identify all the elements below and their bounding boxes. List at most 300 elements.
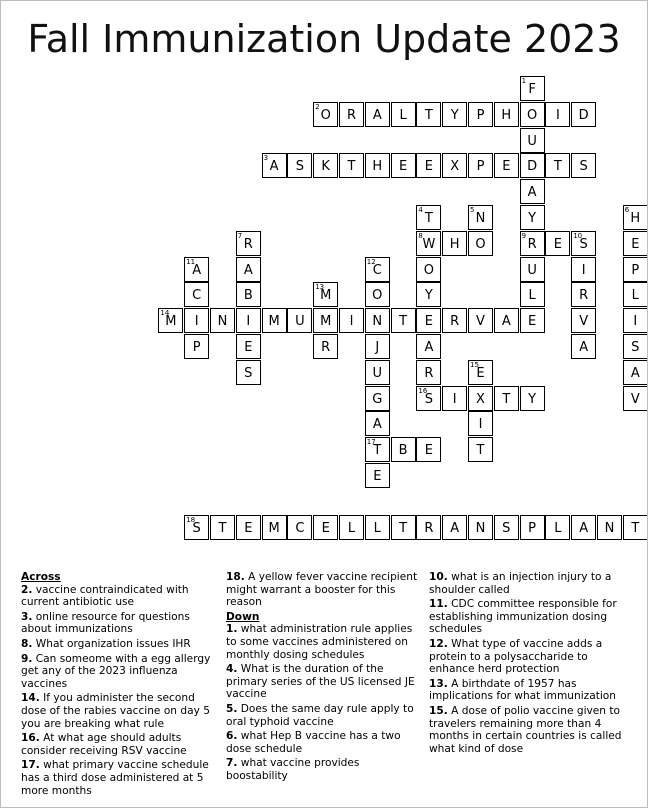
cell-letter: A [501, 314, 511, 330]
grid-cell[interactable] [571, 308, 596, 333]
grid-cell[interactable] [158, 308, 183, 333]
grid-cell[interactable] [468, 205, 493, 230]
cell-letter: K [321, 159, 330, 175]
cell-letter: E [244, 520, 253, 536]
cell-letter: B [243, 288, 253, 304]
cell-letter: N [604, 520, 615, 536]
grid-cell[interactable] [468, 102, 493, 127]
cell-letter: H [630, 211, 641, 226]
clue-text: CDC committee responsible for establishing immunization dosing schedules [429, 598, 617, 636]
clue-number: 18. [226, 571, 245, 583]
clue-item [429, 571, 629, 596]
cell-letter: S [192, 520, 201, 536]
across-clue-list [21, 584, 221, 798]
cell-letter: A [450, 520, 460, 536]
cell-letter: A [372, 107, 382, 123]
grid-cell[interactable] [520, 102, 545, 127]
clue-item [226, 663, 424, 701]
clue-column-1 [21, 571, 221, 799]
grid-cell[interactable] [623, 205, 648, 230]
cell-letter: L [347, 520, 356, 536]
grid-cell[interactable] [365, 257, 390, 282]
cell-letter: A [243, 262, 253, 278]
clue-number: 17 [366, 438, 376, 447]
clue-number: 3. [21, 610, 33, 623]
cell-letter: E [424, 314, 433, 330]
clue-number: 7. [226, 757, 238, 770]
grid-cell[interactable] [416, 102, 441, 127]
clue-number: 7 [237, 231, 243, 240]
cell-letter: T [399, 520, 408, 536]
grid-cell[interactable] [468, 386, 493, 411]
clue-item [21, 653, 221, 691]
clue-number: 5. [226, 702, 238, 715]
clue-item [21, 732, 221, 757]
grid-cell[interactable] [520, 282, 545, 307]
grid-cell[interactable] [313, 334, 338, 359]
cell-letter: S [631, 340, 640, 355]
clue-text: Can someome with a egg allergy get any of the 2023 influenza vaccines [21, 652, 211, 690]
grid-cell[interactable] [468, 437, 493, 462]
clue-number: 1. [226, 623, 238, 636]
grid-cell[interactable] [339, 308, 364, 333]
grid-cell[interactable] [545, 231, 570, 256]
cell-letter: O [372, 288, 383, 304]
cell-letter: Y [528, 211, 537, 226]
clue-text: If you administer the second dose of the rabies vaccine on day 5 you are breaking what rule [21, 692, 210, 730]
clue-text: What is the duration of the primary series of the US licensed JE vaccine [226, 663, 415, 701]
grid-cell[interactable] [520, 179, 545, 204]
clue-item [21, 759, 221, 797]
clue-text: vaccine contraindicated with current antibiotic use [21, 583, 189, 609]
cell-letter: D [527, 159, 538, 175]
grid-cell[interactable] [468, 231, 493, 256]
cell-letter: R [321, 340, 331, 355]
cell-letter: A [630, 365, 640, 381]
cell-letter: P [192, 340, 201, 355]
grid-cell[interactable] [597, 515, 622, 540]
grid-cell[interactable] [184, 334, 209, 359]
clue-text: What organization issues IHR [32, 637, 191, 650]
grid-cell[interactable] [571, 153, 596, 178]
cell-letter: A [424, 340, 434, 355]
grid-cell[interactable] [262, 515, 287, 540]
grid-cell[interactable] [365, 153, 390, 178]
clue-number: 10 [573, 231, 583, 240]
grid-cell[interactable] [236, 515, 261, 540]
grid-cell[interactable] [210, 308, 235, 333]
grid-cell[interactable] [365, 282, 390, 307]
cell-letter: M [268, 520, 280, 536]
clue-item [429, 598, 629, 636]
grid-cell[interactable] [416, 515, 441, 540]
grid-cell[interactable] [468, 411, 493, 436]
grid-cell[interactable] [623, 360, 648, 385]
grid-cell[interactable] [442, 102, 467, 127]
cell-letter: M [320, 288, 332, 304]
cell-letter: E [244, 340, 253, 355]
cell-letter: E [424, 443, 433, 459]
cell-letter: U [295, 314, 305, 330]
cell-letter: C [372, 262, 382, 278]
clue-item [21, 611, 221, 636]
cell-letter: R [450, 314, 460, 330]
cell-letter: U [527, 133, 537, 149]
cell-letter: P [528, 520, 537, 536]
clue-item [226, 623, 424, 661]
cell-letter: M [165, 314, 177, 330]
cell-letter: V [630, 391, 640, 407]
grid-cell[interactable] [313, 102, 338, 127]
down-clue-list-continued [429, 571, 629, 755]
cell-letter: L [399, 107, 407, 123]
cell-letter: T [373, 443, 382, 459]
clue-text: online resource for questions about immunizations [21, 610, 190, 636]
grid-cell[interactable] [313, 282, 338, 307]
grid-cell[interactable] [494, 102, 519, 127]
cell-letter: B [398, 443, 408, 459]
clue-text: what primary vaccine schedule has a third dose administered at 5 more months [21, 759, 209, 797]
grid-cell[interactable] [416, 205, 441, 230]
grid-cell[interactable] [571, 257, 596, 282]
grid-cell[interactable] [520, 76, 545, 101]
cell-letter: I [633, 314, 638, 330]
cell-letter: P [476, 107, 485, 123]
cell-letter: J [375, 340, 380, 355]
clue-number: 14 [160, 309, 170, 318]
grid-cell[interactable] [313, 515, 338, 540]
cell-letter: F [528, 82, 536, 97]
cell-letter: E [631, 236, 640, 252]
cell-letter: Y [450, 107, 459, 123]
clue-number: 9 [521, 231, 527, 240]
grid-cell[interactable] [236, 360, 261, 385]
grid-cell[interactable] [184, 308, 209, 333]
grid-cell[interactable] [416, 437, 441, 462]
cell-letter: H [501, 107, 512, 123]
grid-cell[interactable] [365, 102, 390, 127]
cell-letter: A [269, 159, 279, 175]
cell-letter: E [321, 520, 330, 536]
grid-cell[interactable] [623, 308, 648, 333]
clue-column-2 [226, 571, 424, 785]
cell-letter: C [192, 288, 202, 304]
clue-number: 18 [186, 515, 196, 524]
page-title: Fall Immunization Update 2023 [27, 17, 621, 61]
grid-cell[interactable] [365, 360, 390, 385]
cell-letter: S [295, 159, 305, 175]
cell-letter: L [554, 520, 562, 536]
grid-cell[interactable] [391, 437, 416, 462]
cell-letter: Y [424, 288, 433, 304]
cell-letter: N [217, 314, 228, 330]
cell-letter: E [476, 365, 485, 381]
across-clue-list-continued [226, 571, 424, 609]
cell-letter: E [527, 314, 537, 330]
grid-cell[interactable] [365, 437, 390, 462]
cell-letter: P [631, 262, 640, 278]
grid-cell[interactable] [468, 360, 493, 385]
grid-cell[interactable] [416, 334, 441, 359]
cell-letter: D [578, 107, 589, 123]
cell-letter: R [424, 520, 434, 536]
grid-cell[interactable] [520, 128, 545, 153]
cell-letter: R [424, 365, 434, 381]
cell-letter: T [631, 520, 640, 536]
clue-text: At what age should adults consider receiving RSV vaccine [21, 732, 187, 757]
clue-item [226, 757, 424, 782]
grid-cell[interactable] [571, 334, 596, 359]
grid-cell[interactable] [262, 153, 287, 178]
grid-cell[interactable] [494, 386, 519, 411]
grid-cell[interactable] [571, 102, 596, 127]
cell-letter: U [372, 365, 383, 381]
grid-cell[interactable] [545, 102, 570, 127]
grid-cell[interactable] [365, 386, 390, 411]
cell-letter: T [347, 159, 356, 175]
cell-letter: T [476, 443, 485, 459]
cell-letter: H [449, 236, 460, 252]
clue-number: 12. [429, 637, 448, 650]
grid-cell[interactable] [571, 515, 596, 540]
clue-number: 8. [21, 637, 33, 650]
grid-cell[interactable] [236, 231, 261, 256]
grid-cell[interactable] [416, 282, 441, 307]
clue-number: 3 [263, 154, 269, 163]
grid-cell[interactable] [391, 153, 416, 178]
clue-number: 1 [521, 77, 527, 85]
cell-letter: X [450, 159, 460, 175]
cell-letter: O [526, 107, 538, 123]
grid-cell[interactable] [442, 386, 467, 411]
grid-cell[interactable] [468, 515, 493, 540]
grid-cell[interactable] [623, 515, 648, 540]
clue-number: 14. [21, 692, 40, 705]
clue-number: 5 [470, 206, 475, 214]
cell-letter: S [579, 236, 588, 252]
clue-column-3 [429, 571, 629, 757]
cell-letter: N [372, 314, 383, 330]
grid-cell[interactable] [571, 231, 596, 256]
cell-letter: T [424, 107, 433, 123]
clue-item [21, 638, 221, 651]
grid-cell[interactable] [365, 308, 390, 333]
cell-letter: I [194, 314, 199, 330]
grid-cell[interactable] [416, 386, 441, 411]
clue-text: what administration rule applies to some vaccines administered on monthly dosing schedules [226, 623, 413, 661]
crossword-grid [1, 1, 648, 546]
clue-number: 9. [21, 652, 33, 665]
cell-letter: W [422, 236, 436, 252]
clue-number: 6. [226, 730, 238, 743]
clue-number: 12 [366, 257, 376, 266]
grid-cell[interactable] [236, 257, 261, 282]
grid-cell[interactable] [365, 334, 390, 359]
cell-letter: R [527, 236, 537, 252]
cell-letter: E [373, 469, 382, 484]
grid-cell[interactable] [416, 360, 441, 385]
clue-text: A dose of polio vaccine given to travelers remaining more than 4 months in certain countries is called what kind of dose [429, 704, 622, 755]
grid-cell[interactable] [313, 153, 338, 178]
cell-letter: O [423, 262, 434, 278]
clue-number: 2 [315, 102, 320, 111]
cell-letter: L [528, 288, 536, 304]
grid-cell[interactable] [391, 515, 416, 540]
grid-cell[interactable] [416, 257, 441, 282]
cell-letter: A [579, 340, 589, 355]
cell-letter: R [243, 236, 253, 252]
clue-item [226, 571, 424, 609]
cell-letter: A [372, 417, 382, 433]
clue-number: 11 [186, 257, 196, 266]
cell-letter: Y [528, 391, 537, 407]
cell-letter: I [478, 417, 483, 433]
cell-letter: T [399, 314, 408, 330]
grid-cell[interactable] [520, 515, 545, 540]
clue-item [21, 692, 221, 730]
grid-cell[interactable] [442, 153, 467, 178]
cell-letter: E [553, 236, 562, 252]
down-clue-list [226, 623, 424, 782]
cell-letter: I [581, 262, 586, 278]
cell-letter: L [631, 288, 639, 304]
grid-cell[interactable] [494, 515, 519, 540]
cell-letter: E [398, 159, 408, 175]
clue-text: what vaccine provides boostability [226, 757, 360, 782]
clue-item [226, 730, 424, 755]
cell-letter: E [424, 159, 433, 175]
grid-cell[interactable] [545, 153, 570, 178]
grid-cell[interactable] [520, 308, 545, 333]
grid-cell[interactable] [494, 153, 519, 178]
cell-letter: A [192, 262, 202, 278]
grid-cell[interactable] [545, 515, 570, 540]
cell-letter: S [502, 520, 511, 536]
cell-letter: H [372, 159, 383, 175]
cell-letter: T [553, 159, 562, 175]
clue-number: 6 [624, 206, 630, 214]
grid-cell[interactable] [520, 231, 545, 256]
grid-cell[interactable] [210, 515, 235, 540]
grid-cell[interactable] [416, 153, 441, 178]
grid-cell[interactable] [236, 334, 261, 359]
clue-text: A yellow fever vaccine recipient might warrant a booster for this reason [226, 571, 418, 609]
grid-cell[interactable] [571, 282, 596, 307]
grid-cell[interactable] [391, 102, 416, 127]
clue-number: 16. [21, 732, 40, 745]
grid-cell[interactable] [623, 334, 648, 359]
grid-cell[interactable] [365, 463, 390, 488]
clue-text: what Hep B vaccine has a two dose schedule [226, 730, 401, 755]
cell-letter: I [452, 391, 457, 407]
cell-letter: O [320, 107, 331, 123]
grid-cell[interactable] [339, 102, 364, 127]
grid-cell[interactable] [623, 257, 648, 282]
clue-item [21, 584, 221, 609]
clue-number: 4. [226, 663, 238, 676]
grid-cell[interactable] [442, 515, 467, 540]
clue-number: 8 [418, 231, 423, 240]
cell-letter: N [475, 211, 486, 226]
grid-cell[interactable] [494, 308, 519, 333]
grid-cell[interactable] [339, 153, 364, 178]
grid-cell[interactable] [339, 515, 364, 540]
cell-letter: P [476, 159, 485, 175]
grid-cell[interactable] [623, 282, 648, 307]
grid-cell[interactable] [623, 386, 648, 411]
grid-cell[interactable] [520, 153, 545, 178]
cell-letter: L [373, 520, 381, 536]
cell-letter: M [268, 314, 280, 330]
grid-cell[interactable] [442, 308, 467, 333]
grid-cell[interactable] [416, 308, 441, 333]
grid-cell[interactable] [442, 231, 467, 256]
grid-cell[interactable] [520, 257, 545, 282]
cell-letter: R [579, 288, 589, 304]
grid-cell[interactable] [236, 282, 261, 307]
clue-text: Does the same day rule apply to oral typhoid vaccine [226, 702, 414, 728]
clue-text: What type of vaccine adds a protein to a polysaccharide to enhance herd protection [429, 637, 603, 676]
clue-item [429, 638, 629, 676]
clue-text: what is an injection injury to a shoulder called [429, 571, 612, 596]
cell-letter: S [424, 391, 434, 407]
down-header: Down [226, 610, 260, 623]
cell-letter: M [320, 314, 332, 330]
grid-cell[interactable] [468, 153, 493, 178]
clue-number: 16 [418, 386, 428, 395]
cell-letter: T [218, 520, 227, 536]
grid-cell[interactable] [520, 386, 545, 411]
cell-letter: S [579, 159, 588, 175]
cell-letter: R [346, 107, 357, 123]
clue-item [429, 705, 629, 755]
grid-cell[interactable] [520, 205, 545, 230]
clue-number: 13. [429, 677, 448, 690]
cell-letter: I [349, 314, 354, 330]
clue-number: 2. [21, 583, 33, 596]
cell-letter: I [246, 314, 251, 330]
grid-cell[interactable] [416, 231, 441, 256]
grid-cell[interactable] [262, 308, 287, 333]
cell-letter: V [476, 314, 485, 330]
grid-cell[interactable] [391, 308, 416, 333]
cell-letter: X [476, 391, 485, 407]
cell-letter: V [579, 314, 589, 330]
grid-cell[interactable] [184, 515, 209, 540]
clue-text: A birthdate of 1957 has implications for what immunization [429, 677, 616, 703]
grid-cell[interactable] [468, 308, 493, 333]
grid-cell[interactable] [236, 308, 261, 333]
across-header: Across [21, 571, 61, 583]
cell-letter: E [502, 159, 511, 175]
grid-cell[interactable] [313, 308, 338, 333]
cell-letter: S [244, 365, 253, 381]
cell-letter: T [502, 391, 511, 407]
cell-letter: A [527, 185, 537, 201]
grid-cell[interactable] [287, 515, 312, 540]
grid-cell[interactable] [184, 257, 209, 282]
cell-letter: T [424, 211, 433, 226]
grid-cell[interactable] [365, 515, 390, 540]
grid-cell[interactable] [365, 411, 390, 436]
grid-cell[interactable] [287, 308, 312, 333]
grid-cell[interactable] [623, 231, 648, 256]
grid-cell[interactable] [184, 282, 209, 307]
clue-number: 13 [315, 283, 325, 292]
clue-item [226, 703, 424, 728]
clue-number: 4 [418, 206, 423, 214]
grid-cell[interactable] [287, 153, 312, 178]
